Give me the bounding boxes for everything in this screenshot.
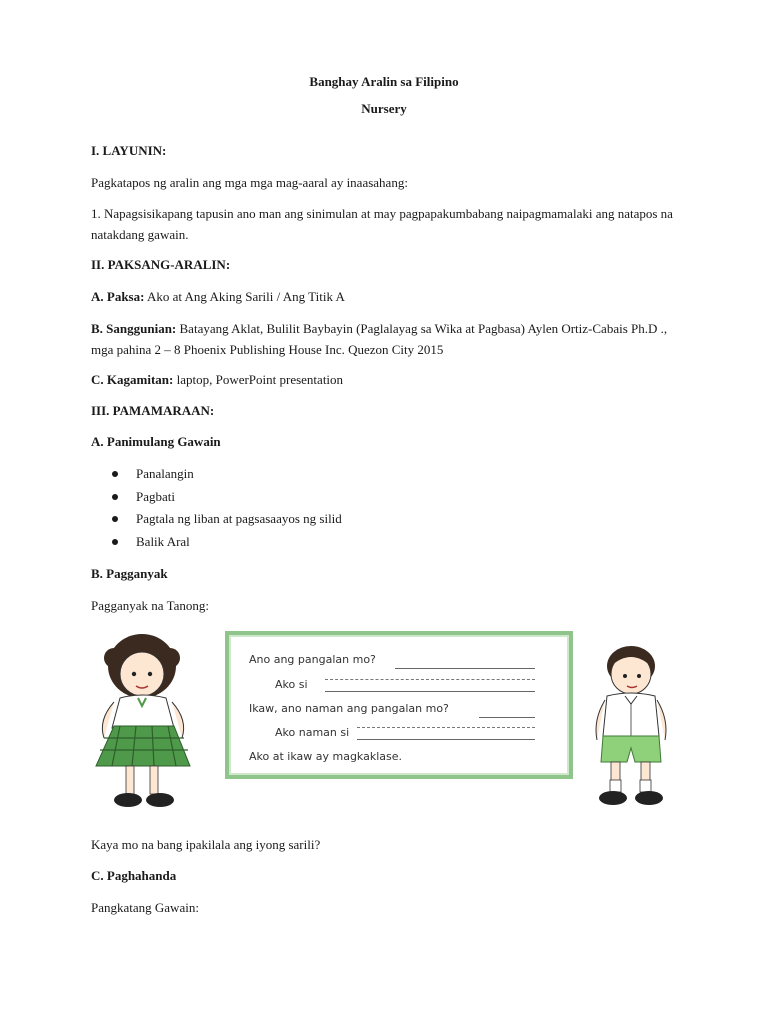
bullet-icon [112, 539, 118, 545]
card-line-1: Ano ang pangalan mo? [249, 653, 376, 666]
answer-line [325, 691, 535, 692]
section-pamamaraan-heading: III. PAMAMARAAN: [91, 403, 215, 418]
introduction-card [225, 631, 573, 779]
bullet-icon [112, 494, 118, 500]
pangkatang-gawain-label: Pangkatang Gawain: [91, 900, 199, 915]
girl-illustration [90, 628, 200, 813]
pagganyak-heading: B. Pagganyak [91, 566, 168, 581]
paksa-line [91, 289, 345, 305]
kagamitan-label: C. Kagamitan: [91, 372, 174, 387]
question-text: Kaya mo na bang ipakilala ang iyong sarili? [91, 837, 321, 852]
panimula-list [112, 464, 342, 554]
paksa-label: A. Paksa: [91, 289, 145, 304]
intro-text: Pagkatapos ng aralin ang mga mga mag-aaral ay inaasahang: [91, 175, 408, 190]
section-paksang-aralin-heading: II. PAKSANG-ARALIN: [91, 257, 231, 272]
pagganyak-label: Pagganyak na Tanong: [91, 598, 209, 613]
list-item: Pagbati [112, 487, 342, 510]
kagamitan-value: laptop, PowerPoint presentation [173, 372, 344, 387]
document-title: Banghay Aralin sa Filipino [309, 74, 459, 89]
card-line-5: Ako at ikaw ay magkaklase. [249, 750, 403, 763]
paksa-value: Ako at Ang Aking Sarili / Ang Titik A [144, 289, 345, 304]
paghahanda-heading: C. Paghahanda [91, 868, 177, 883]
card-line-3: Ikaw, ano naman ang pangalan mo? [249, 702, 449, 715]
answer-line [479, 717, 535, 718]
panimulang-gawain-heading: A. Panimulang Gawain [91, 434, 221, 449]
list-item: Pagtala ng liban at pagsasaayos ng silid [112, 509, 342, 532]
sanggunian-line [91, 318, 691, 360]
list-item: Balik Aral [112, 532, 342, 555]
objective-1: 1. Napagsisikapang tapusin ano man ang sinimulan at may pagpapakumbabang naipagmamalaki ang natapos na natakdang gawain. [91, 206, 673, 242]
answer-dash-line [325, 679, 535, 680]
boy-illustration [585, 640, 680, 815]
sanggunian-label: B. Sanggunian: [91, 321, 177, 336]
section-layunin-heading: I. LAYUNIN: [91, 143, 167, 158]
bullet-icon [112, 516, 118, 522]
card-line-2: Ako si [275, 678, 308, 691]
answer-dash-line [357, 727, 535, 728]
answer-line [357, 739, 535, 740]
card-line-4: Ako naman si [275, 726, 350, 739]
sanggunian-value: Batayang Aklat, Bulilit Baybayin (Paglalayag sa Wika at Pagbasa) Aylen Ortiz-Cabais Ph.D ., mga pahina 2 – 8 Phoenix Publishing House Inc. Quezon City 2015 [91, 321, 668, 357]
list-item: Panalangin [112, 464, 342, 487]
kagamitan-line [91, 372, 343, 388]
answer-line [395, 668, 535, 669]
document-subtitle: Nursery [361, 101, 407, 116]
bullet-icon [112, 471, 118, 477]
